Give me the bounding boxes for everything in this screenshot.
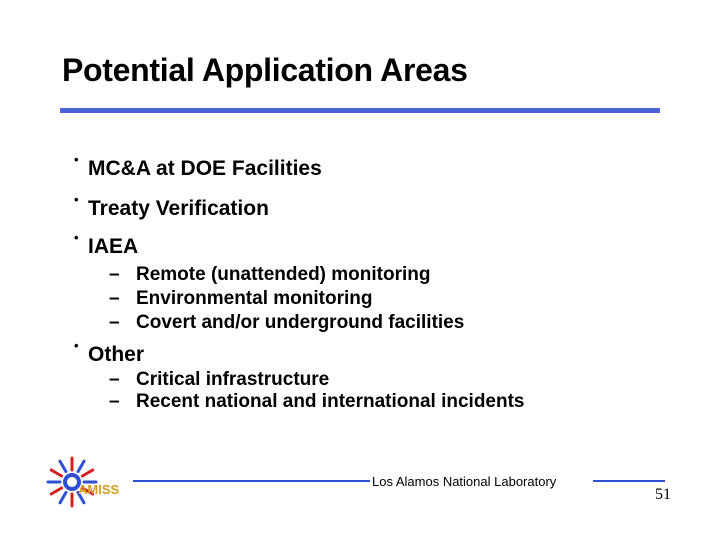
logo-ray: [60, 461, 66, 471]
sub-dash: –: [109, 391, 120, 412]
bullet-dot: •: [74, 152, 79, 167]
sub-item-text: Recent national and international incidents: [136, 391, 525, 412]
sub-dash: –: [109, 369, 120, 390]
lab-name: Los Alamos National Laboratory: [372, 474, 557, 489]
logo-ray: [60, 492, 66, 502]
sub-item-text: Critical infrastructure: [136, 369, 330, 390]
sub-item-text: Environmental monitoring: [136, 288, 373, 309]
sub-dash: –: [109, 288, 120, 309]
logo-ray: [82, 470, 92, 476]
title-underline: [60, 108, 660, 113]
bullet-dot: •: [74, 192, 79, 207]
sub-item-text: Covert and/or underground facilities: [136, 312, 465, 333]
logo-text: AMISS: [78, 482, 120, 497]
page-number: 51: [655, 486, 671, 503]
sub-dash: –: [109, 264, 120, 285]
footer-rule-right: [593, 480, 665, 482]
bullet-text: MC&A at DOE Facilities: [88, 157, 322, 180]
bullet-text: Treaty Verification: [88, 197, 269, 220]
logo-ray: [51, 470, 61, 476]
footer-rule-left: [133, 480, 370, 482]
bullet-dot: •: [74, 230, 79, 245]
bullet-dot: •: [74, 338, 79, 353]
logo-ray: [51, 488, 61, 494]
sub-item-text: Remote (unattended) monitoring: [136, 264, 431, 285]
bullet-text: Other: [88, 343, 145, 366]
sunburst-logo-icon: [34, 452, 134, 514]
logo-ray: [78, 461, 84, 471]
bullet-text: IAEA: [88, 235, 139, 258]
sub-dash: –: [109, 312, 120, 333]
slide-title: Potential Application Areas: [62, 52, 468, 88]
